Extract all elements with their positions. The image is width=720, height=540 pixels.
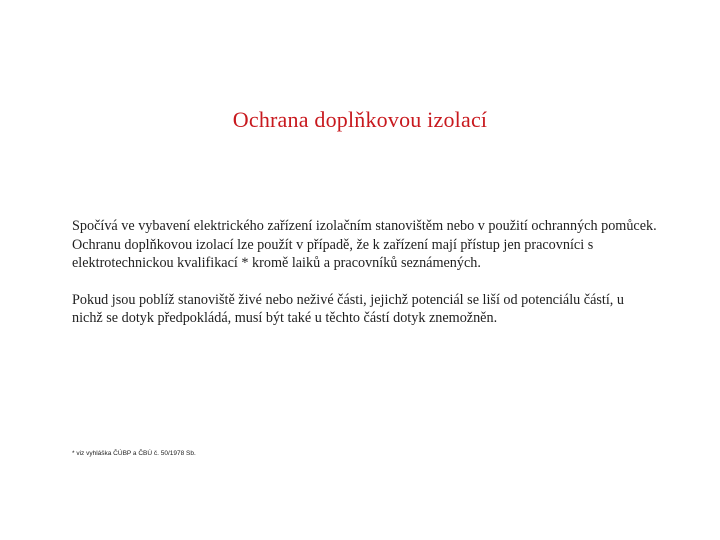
footnote: * viz vyhláška ČÚBP a ČBÚ č. 50/1978 Sb. bbox=[72, 450, 196, 457]
paragraph-definition: Spočívá ve vybavení elektrického zařízení izolačním stanovištěm nebo v použití ochranných pomůcek. bbox=[72, 218, 657, 234]
paragraph-spacer bbox=[72, 273, 657, 291]
slide-title: Ochrana doplňkovou izolací bbox=[232, 107, 488, 132]
paragraph-nearby-parts: Pokud jsou poblíž stanoviště živé nebo neživé části, jejichž potenciál se liší od potenciálu částí, u nichž se dotyk předpokládá, musí být také u těchto částí dotyk znemožněn. bbox=[72, 291, 624, 326]
slide-body bbox=[72, 217, 657, 328]
paragraph-usage: Ochranu doplňkovou izolací lze použít v případě, že k zařízení mají přístup jen pracovníci s elektrotechnickou kvalifikací * kromě laiků a pracovníků seznámených. bbox=[72, 236, 594, 271]
